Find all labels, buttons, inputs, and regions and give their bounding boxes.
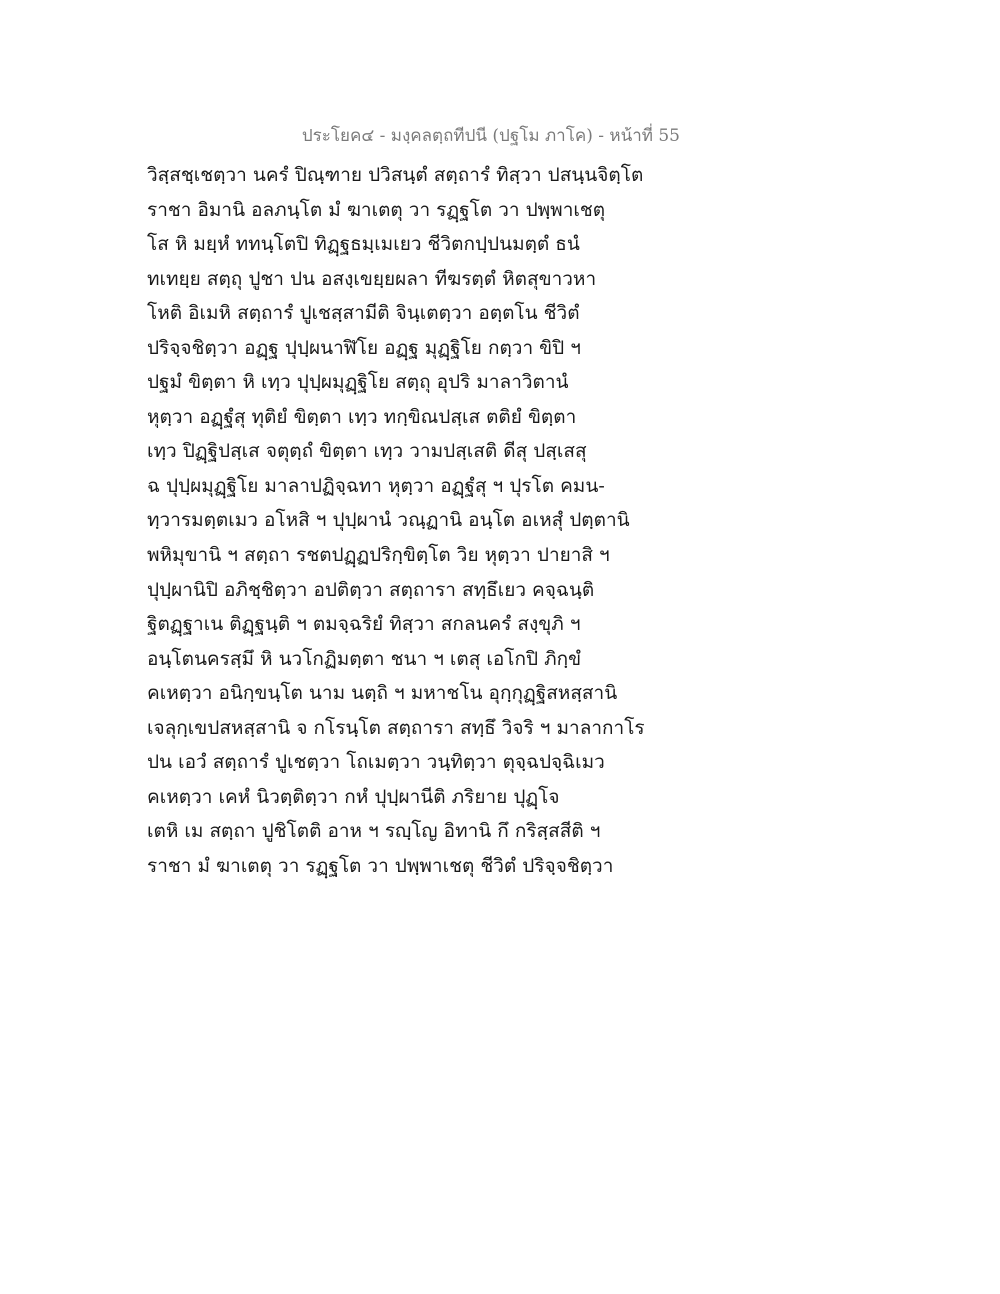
text-line-1: วิสฺสชฺเชตฺวา นครํ ปิณฺฑาย ปวิสนฺตํ สตฺถารํ ทิสฺวา ปสนฺนจิตฺโต (147, 164, 644, 186)
text-line-21: ราชา มํ ฆาเตตุ วา รฏฺฐโต วา ปพฺพาเชตุ ชีวิตํ ปริจฺจชิตฺวา (147, 854, 614, 877)
text-line-11: ทฺวารมตฺตเมว อโหสิ ฯ ปุปฺผานํ วณฺฏานิ อนฺโต อเหสุํ ปตฺตานิ (147, 509, 630, 532)
text-line-5: โหติ อิเมหิ สตฺถารํ ปูเชสฺสามีติ จินฺเตตฺวา อตฺตโน ชีวิตํ (147, 302, 580, 325)
text-line-2: ราชา อิมานิ อลภนฺโต มํ ฆาเตตุ วา รฏฺฐโต วา ปพฺพาเชตุ (147, 198, 606, 221)
text-line-6: ปริจฺจชิตฺวา อฏฺฐ ปุปฺผนาฬิโย อฏฺฐ มุฏฺฐิโย กตฺวา ขิปิ ฯ (147, 336, 581, 359)
text-line-13: ปุปฺผานิปิ อภิชฺชิตฺวา อปติตฺวา สตฺถารา สทฺธึเยว คจฺฉนฺติ (147, 578, 595, 601)
text-line-19: คเหตฺวา เคหํ นิวตฺติตฺวา กหํ ปุปฺผานีติ ภริยาย ปุฏฺโจ (147, 785, 560, 808)
body-text (147, 158, 677, 883)
text-line-10: ฉ ปุปฺผมุฏฺฐิโย มาลาปฏิจฺฉทา หุตฺวา อฏฺฐํสุ ฯ ปุรโต คมน- (147, 474, 605, 497)
text-line-15: อนฺโตนครสฺมึ หิ นวโกฏิมตฺตา ชนา ฯ เตสุ เอโกปิ ภิกฺขํ (147, 647, 582, 670)
text-line-3: โส หิ มยฺหํ ททนฺโตปิ ทิฏฺฐธมฺเมเยว ชีวิตกปฺปนมตฺตํ ธนํ (147, 233, 580, 256)
text-line-7: ปฐมํ ขิตฺตา หิ เทฺว ปุปฺผมุฏฺฐิโย สตฺถุ อุปริ มาลาวิตานํ (147, 371, 569, 394)
running-header: ประโยค๔ - มงฺคลตฺถทีปนี (ปฐโม ภาโค) - หน้าที่ 55 (301, 126, 680, 146)
text-line-14: ฐิตฏฺฐาเน ติฏฺฐนฺติ ฯ ตมจฺฉริยํ ทิสฺวา สกลนครํ สงฺขุภิ ฯ (147, 613, 581, 636)
text-line-12: พหิมุขานิ ฯ สตฺถา รชตปฏฺฏปริกฺขิตฺโต วิย หุตฺวา ปายาสิ ฯ (147, 544, 610, 567)
text-line-4: ทเทยฺย สตฺถุ ปูชา ปน อสงฺเขยฺยผลา ทีฆรตฺตํ หิตสุขาวหา (147, 267, 597, 290)
text-line-16: คเหตฺวา อนิกฺขนฺโต นาม นตฺถิ ฯ มหาชโน อุกฺกุฏฺฐิสหสฺสานิ (147, 682, 618, 705)
text-line-18: ปน เอวํ สตฺถารํ ปูเชตฺวา โถเมตฺวา วนฺทิตฺวา ตุจฺฉปจฺฉิเมว (147, 751, 605, 774)
text-line-9: เทฺว ปิฏฺฐิปสฺเส จตุตฺถํ ขิตฺตา เทฺว วามปสฺเสติ ดีสุ ปสฺเสสุ (147, 440, 587, 463)
text-line-17: เจลุกฺเขปสหสฺสานิ จ กโรนฺโต สตฺถารา สทฺธึ วิจริ ฯ มาลากาโร (147, 716, 645, 739)
text-line-20: เตหิ เม สตฺถา ปูชิโตติ อาห ฯ รญฺโญ อิทานิ กึ กริสฺสสีติ ฯ (147, 820, 601, 843)
text-line-8: หุตฺวา อฏฺฐํสุ ทุติยํ ขิตฺตา เทฺว ทกฺขิณปสฺเส ตติยํ ขิตฺตา (147, 405, 577, 428)
